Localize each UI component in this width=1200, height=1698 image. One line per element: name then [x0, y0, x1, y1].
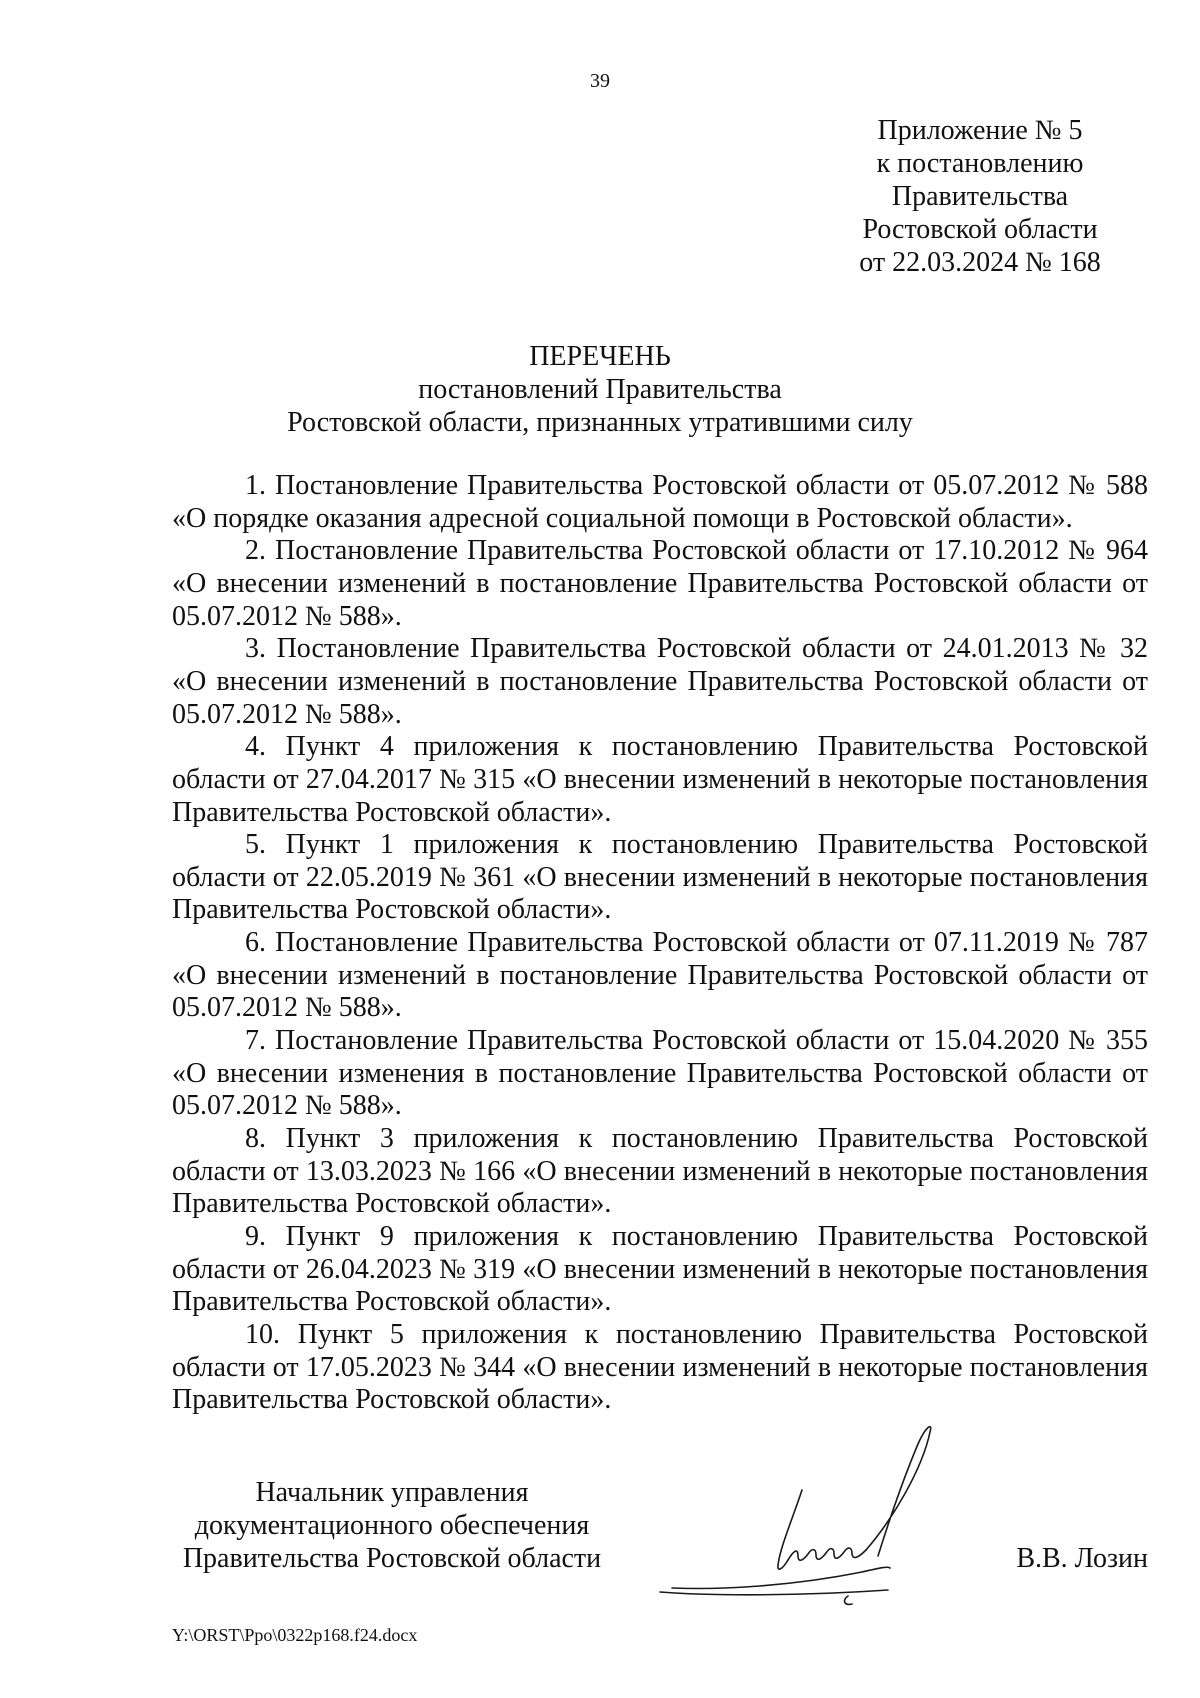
appendix-line: Приложение № 5: [877, 115, 1083, 146]
list-item: 6. Постановление Правительства Ростовской области от 07.11.2019 № 787 «О внесении изменений в постановление Правительства Ростовской области от 05.07.2012 № 588».: [172, 927, 1148, 1024]
list-item: 5. Пункт 1 приложения к постановлению Правительства Ростовской области от 22.05.2019 № 361 «О внесении изменений в некоторые постановления Правительства Ростовской области».: [172, 829, 1148, 926]
appendix-line: Ростовской области: [862, 214, 1098, 245]
list-item: 8. Пункт 3 приложения к постановлению Правительства Ростовской области от 13.03.2023 № 166 «О внесении изменений в некоторые постановления Правительства Ростовской области».: [172, 1123, 1148, 1220]
signatory-position-line: Правительства Ростовской области: [182, 1543, 602, 1574]
signature-block: [172, 1476, 1148, 1606]
list-item: 3. Постановление Правительства Ростовской области от 24.01.2013 № 32 «О внесении изменений в постановление Правительства Ростовской области от 05.07.2012 № 588».: [172, 633, 1148, 730]
appendix-line: от 22.03.2024 № 168: [859, 247, 1101, 278]
appendix-line: Правительства: [891, 181, 1069, 212]
list-item: 10. Пункт 5 приложения к постановлению Правительства Ростовской области от 17.05.2023 № 344 «О внесении изменений в некоторые постановления Правительства Ростовской области».: [172, 1319, 1148, 1416]
document-title: [0, 340, 1200, 439]
page-number: 39: [590, 70, 610, 92]
list-item: 9. Пункт 9 приложения к постановлению Правительства Ростовской области от 26.04.2023 № 319 «О внесении изменений в некоторые постановления Правительства Ростовской области».: [172, 1221, 1148, 1318]
list-item: 4. Пункт 4 приложения к постановлению Правительства Ростовской области от 27.04.2017 № 315 «О внесении изменений в некоторые постановления Правительства Ростовской области».: [172, 731, 1148, 828]
title-line: Ростовской области, признанных утратившими силу: [287, 407, 913, 438]
list-item: 2. Постановление Правительства Ростовской области от 17.10.2012 № 964 «О внесении изменений в постановление Правительства Ростовской области от 05.07.2012 № 588».: [172, 535, 1148, 632]
signatory-name: В.В. Лозин: [1016, 1543, 1148, 1574]
appendix-header: [840, 114, 1120, 279]
signatory-position-line: документационного обеспечения: [194, 1510, 590, 1541]
title-heading: ПЕРЕЧЕНЬ: [529, 341, 671, 372]
signatory-position: [172, 1476, 612, 1575]
title-line: постановлений Правительства: [418, 374, 782, 405]
signatory-position-line: Начальник управления: [255, 1477, 529, 1508]
file-path: Y:\ORST\Ppo\0322p168.f24.docx: [172, 1625, 418, 1645]
list-item: 1. Постановление Правительства Ростовской области от 05.07.2012 № 588 «О порядке оказания адресной социальной помощи в Ростовской области».: [172, 470, 1148, 534]
handwritten-signature: [652, 1420, 942, 1610]
appendix-line: к постановлению: [876, 148, 1084, 179]
resolutions-list: [172, 470, 1148, 1417]
list-item: 7. Постановление Правительства Ростовской области от 15.04.2020 № 355 «О внесении изменения в постановление Правительства Ростовской области от 05.07.2012 № 588».: [172, 1025, 1148, 1122]
